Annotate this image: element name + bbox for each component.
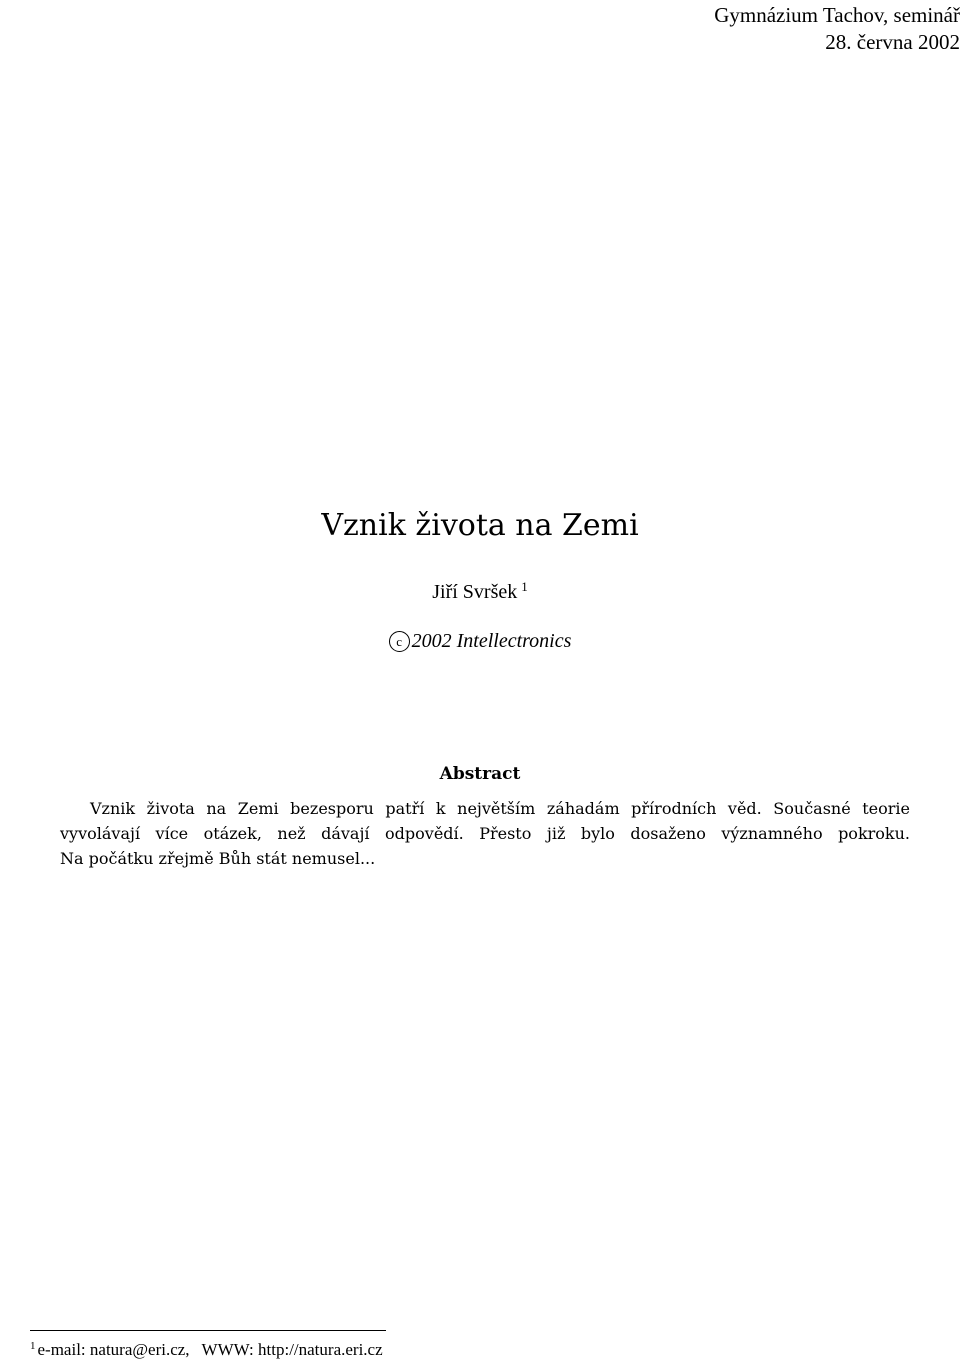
- footnote-rule: [30, 1330, 386, 1331]
- footnote-www: WWW: http://natura.eri.cz: [201, 1340, 383, 1359]
- copyright-line: [0, 628, 960, 654]
- footnote: [30, 1336, 383, 1360]
- abstract-line: Na počátku zřejmě Bůh stát nemusel...: [60, 849, 376, 868]
- abstract-line: Vznik života na Zemi bezesporu patří k největším záhadám přírodních věd. Současné teorie: [90, 799, 910, 818]
- header-date: 28. června 2002: [825, 30, 960, 54]
- paper-title: Vznik života na Zemi: [321, 508, 639, 543]
- copyright-text: 2002 Intellectronics: [411, 630, 572, 652]
- abstract-body: [60, 796, 910, 871]
- footnote-mark: 1: [30, 1340, 36, 1352]
- abstract-heading: Abstract: [439, 764, 521, 784]
- copyright-icon: c: [389, 631, 410, 652]
- header-institution: Gymnázium Tachov, seminář: [714, 3, 960, 27]
- page-header: [714, 2, 960, 56]
- abstract-line: vyvolávají více otázek, než dávají odpovědí. Přesto již bylo dosaženo významného pokroku.: [60, 824, 910, 843]
- author-footnote-mark: 1: [521, 579, 528, 594]
- author-name: Jiří Svršek: [432, 581, 518, 603]
- footnote-email: e-mail: natura@eri.cz,: [37, 1340, 190, 1359]
- author-line: [0, 574, 960, 605]
